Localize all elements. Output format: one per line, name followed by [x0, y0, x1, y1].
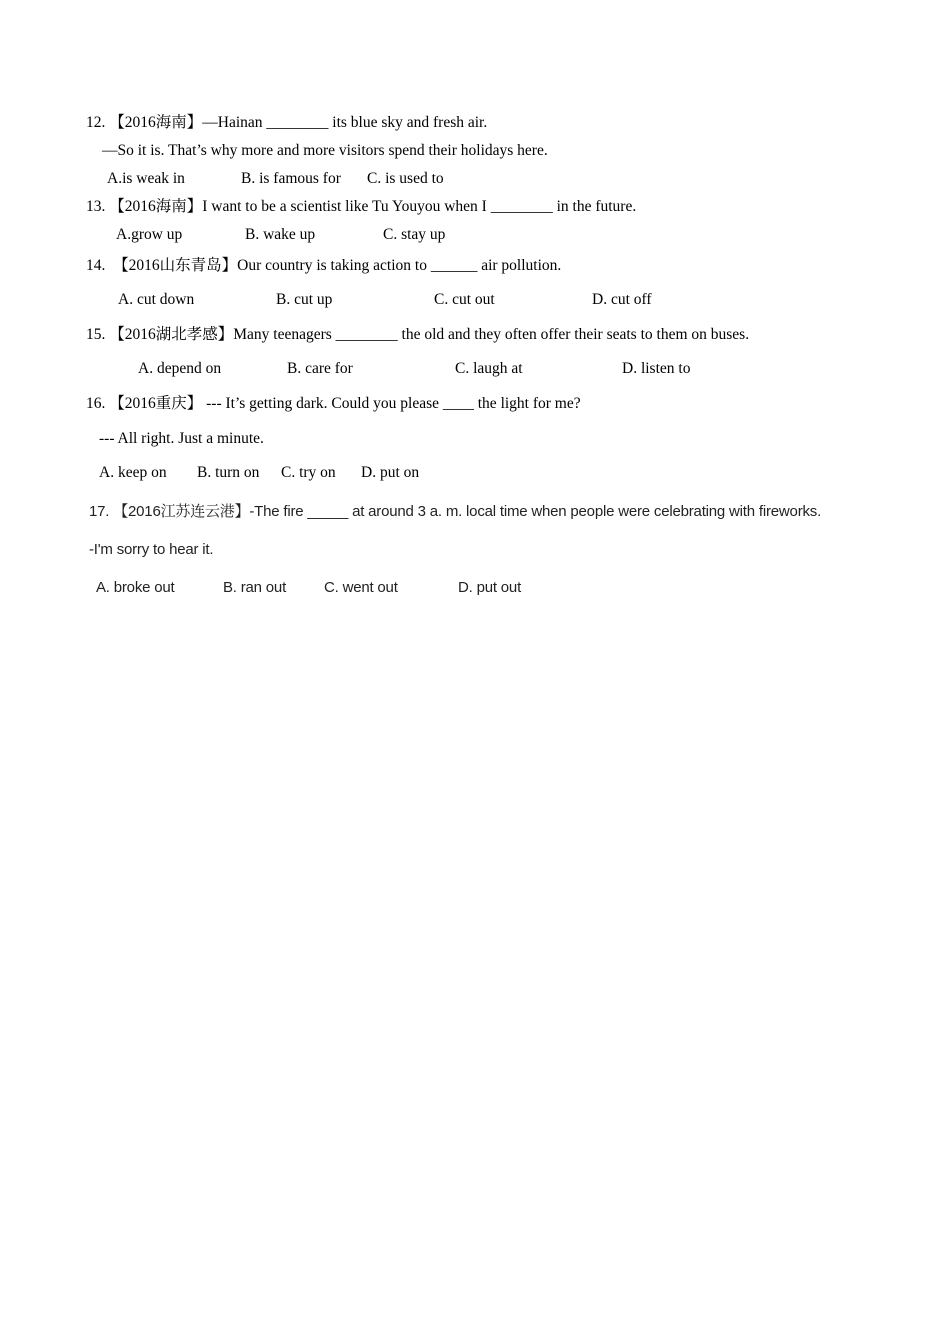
question-15-stem: 15. 【2016湖北孝感】Many teenagers ________ the old and they often offer their seats to them on buses.	[86, 326, 750, 343]
question-16-option-d: D. put on	[361, 464, 420, 481]
question-17-stem: 17. 【2016江苏连云港】-The fire _____ at around 3 a. m. local time when people were celebrating with fireworks.	[89, 503, 822, 520]
question-15-option-d: D. listen to	[622, 360, 691, 377]
question-17-option-b: B. ran out	[223, 579, 287, 596]
question-12-reply: —So it is. That’s why more and more visitors spend their holidays here.	[102, 142, 548, 159]
question-15-option-a: A. depend on	[138, 360, 222, 377]
question-13-option-c: C. stay up	[383, 226, 446, 243]
question-16-stem: 16. 【2016重庆】 --- It’s getting dark. Could you please ____ the light for me?	[86, 395, 581, 412]
question-17-option-c: C. went out	[324, 579, 398, 596]
question-17-option-a: A. broke out	[96, 579, 175, 596]
question-12-option-b: B. is famous for	[241, 170, 341, 187]
question-16-option-a: A. keep on	[99, 464, 167, 481]
question-12-option-c: C. is used to	[367, 170, 444, 187]
question-16-option-c: C. try on	[281, 464, 336, 481]
question-15-option-b: B. care for	[287, 360, 353, 377]
question-14-option-a: A. cut down	[118, 291, 195, 308]
question-14-option-d: D. cut off	[592, 291, 652, 308]
question-17-reply: -I'm sorry to hear it.	[89, 541, 214, 558]
question-13-option-b: B. wake up	[245, 226, 316, 243]
question-12-option-a: A.is weak in	[107, 170, 185, 187]
question-14-option-c: C. cut out	[434, 291, 495, 308]
question-16-option-b: B. turn on	[197, 464, 260, 481]
question-15-option-c: C. laugh at	[455, 360, 523, 377]
question-13-stem: 13. 【2016海南】I want to be a scientist like Tu Youyou when I ________ in the future.	[86, 198, 637, 215]
question-16-reply: --- All right. Just a minute.	[99, 430, 264, 447]
question-14-stem: 14. 【2016山东青岛】Our country is taking action to ______ air pollution.	[86, 257, 562, 274]
question-13-option-a: A.grow up	[116, 226, 183, 243]
question-17-option-d: D. put out	[458, 579, 522, 596]
question-14-option-b: B. cut up	[276, 291, 333, 308]
question-12-stem: 12. 【2016海南】—Hainan ________ its blue sky and fresh air.	[86, 114, 488, 131]
